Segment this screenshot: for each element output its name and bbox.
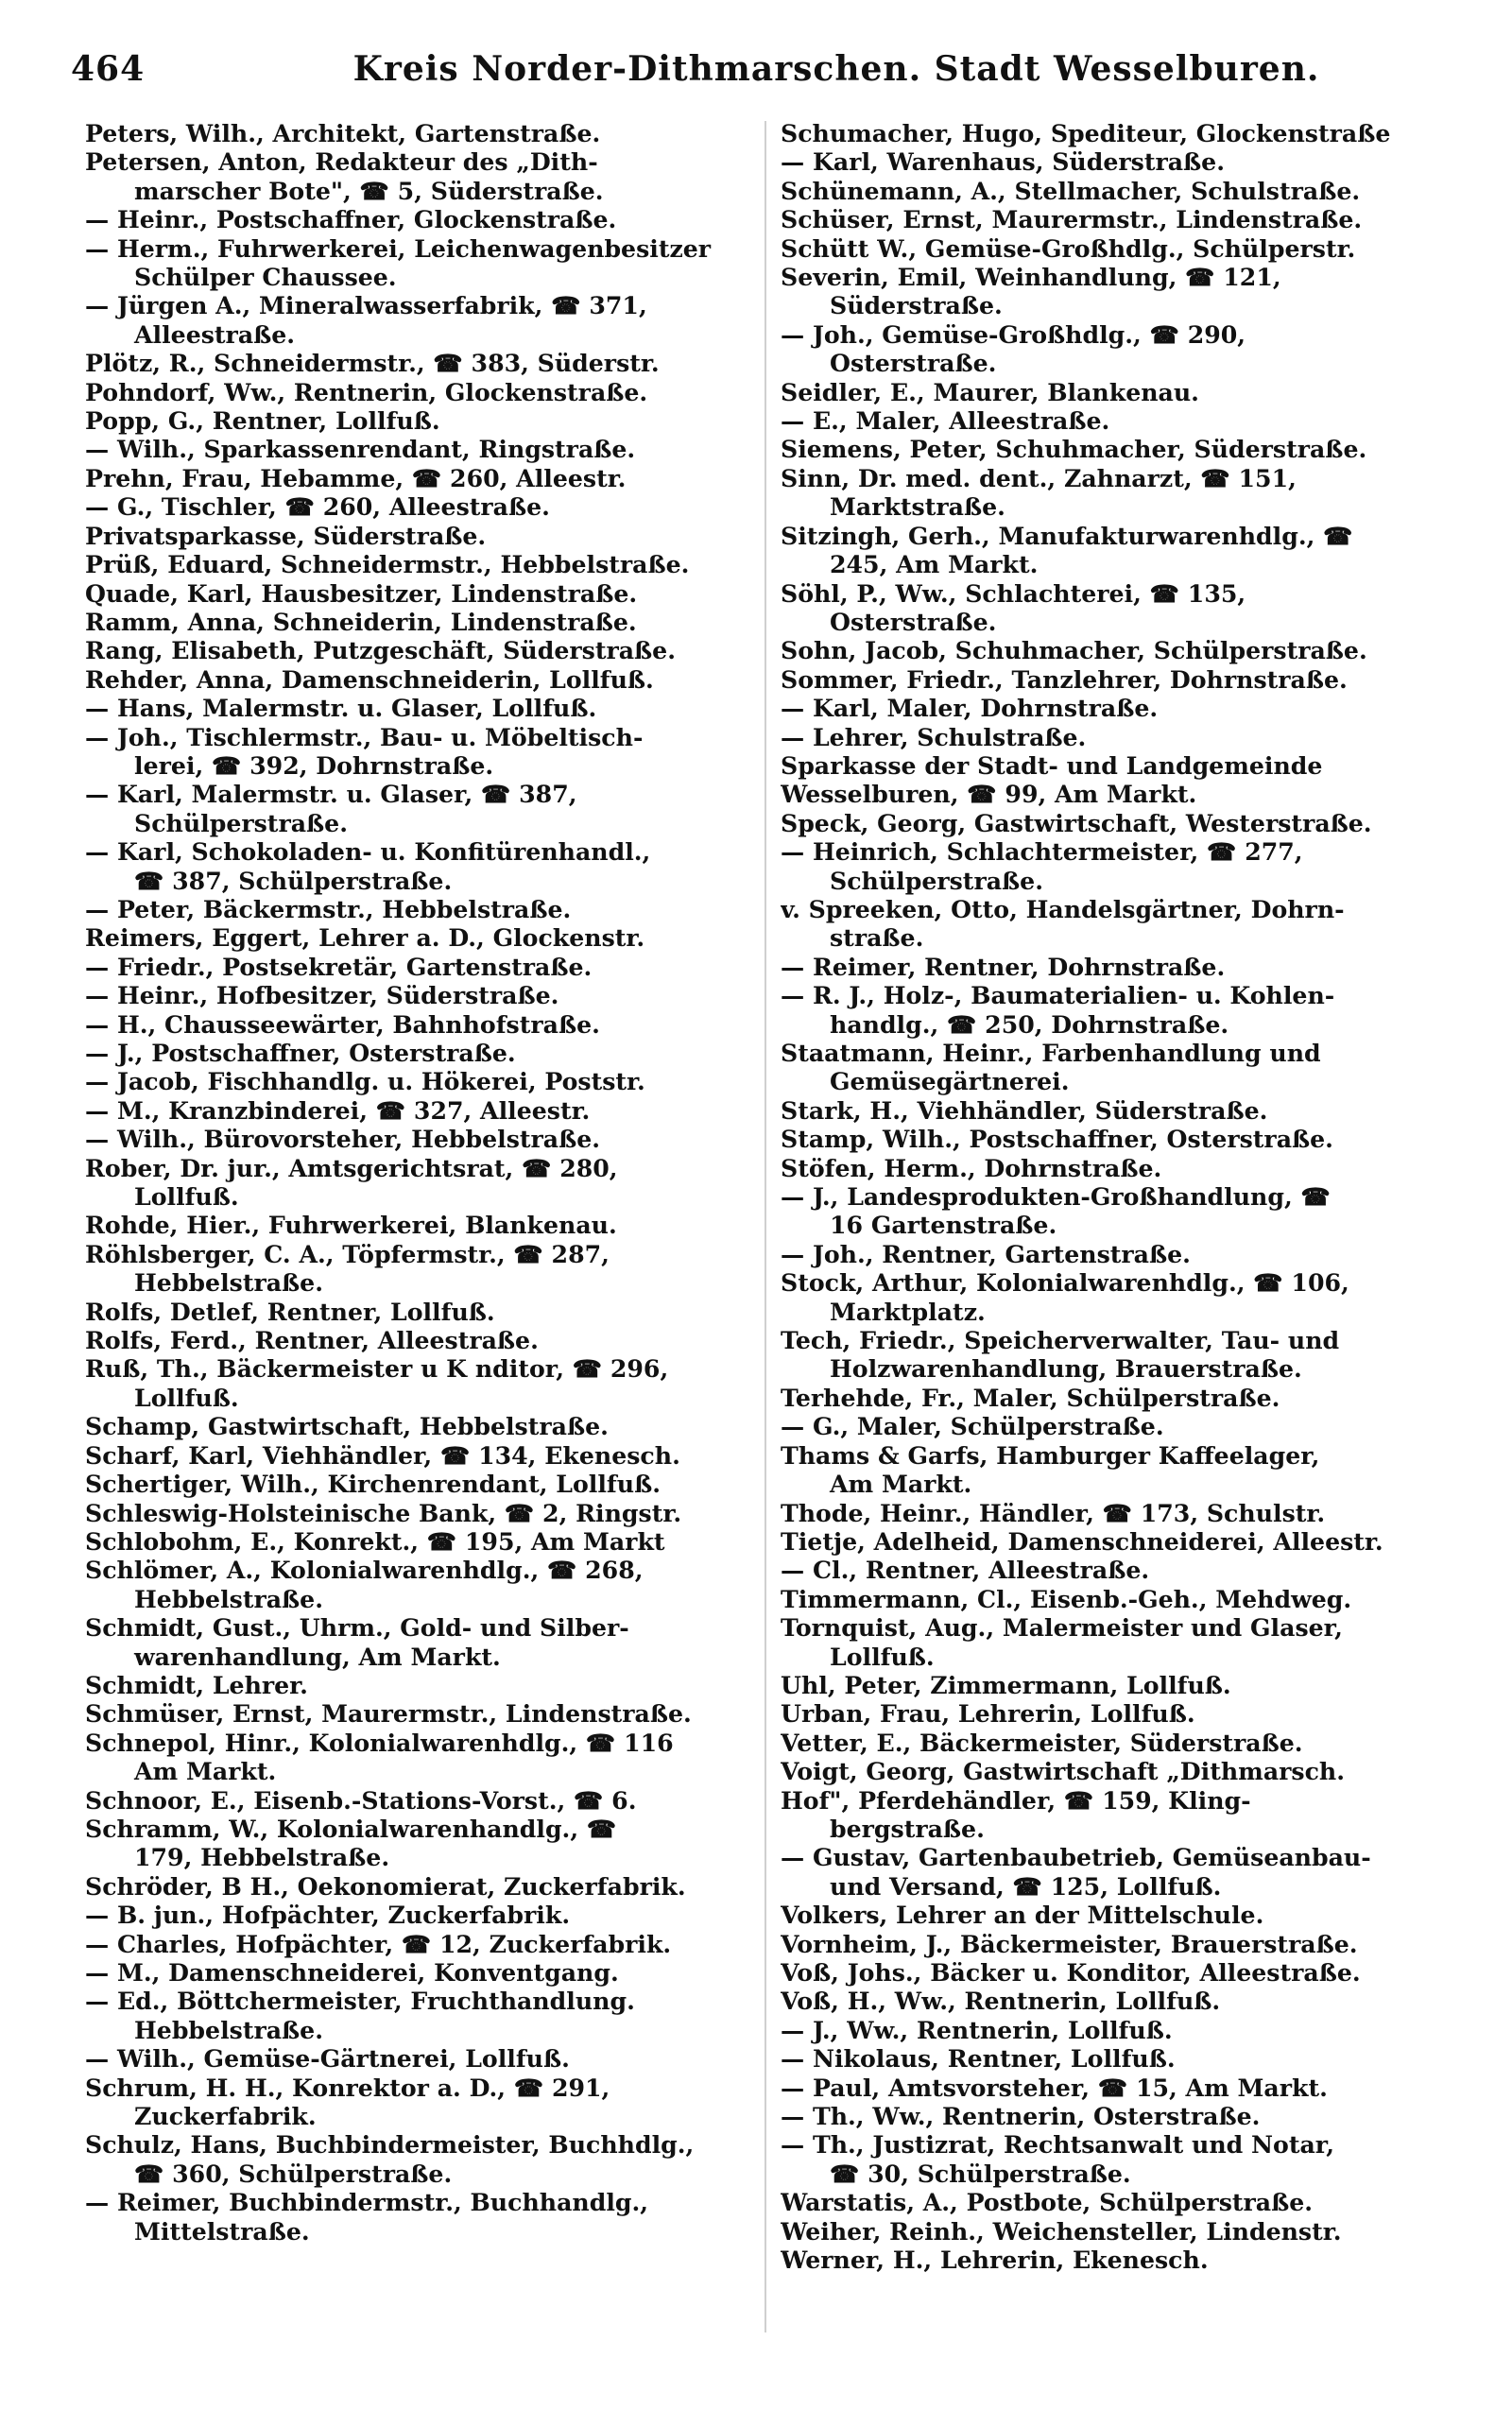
directory-line: — Jacob, Fischhandlg. u. Hökerei, Poststr. bbox=[85, 1067, 645, 1096]
directory-line: — Peter, Bäckermstr., Hebbelstraße. bbox=[85, 894, 572, 923]
directory-line: — E., Maler, Alleestraße. bbox=[781, 406, 1110, 436]
directory-line: — Wilh., Bürovorsteher, Hebbelstraße. bbox=[85, 1125, 601, 1154]
directory-line: — G., Maler, Schülperstraße. bbox=[781, 1412, 1164, 1441]
directory-line: Hebbelstraße. bbox=[134, 1268, 323, 1298]
directory-line: Stöfen, Herm., Dohrnstraße. bbox=[781, 1153, 1162, 1182]
directory-line: Rehder, Anna, Damenschneiderin, Lollfuß. bbox=[85, 664, 654, 694]
directory-line: Lollfuß. bbox=[830, 1642, 935, 1671]
directory-line: Schünemann, A., Stellmacher, Schulstraße. bbox=[781, 176, 1361, 205]
directory-line: Tornquist, Aug., Malermeister und Glaser, bbox=[781, 1613, 1343, 1643]
directory-line: lerei, ☎ 392, Dohrnstraße. bbox=[134, 750, 494, 780]
directory-line: Thams & Garfs, Hamburger Kaffeelager, bbox=[781, 1440, 1320, 1470]
directory-line: Thode, Heinr., Händler, ☎ 173, Schulstr. bbox=[781, 1498, 1326, 1527]
directory-line: — Lehrer, Schulstraße. bbox=[781, 722, 1087, 751]
directory-line: — Nikolaus, Rentner, Lollfuß. bbox=[781, 2044, 1176, 2074]
directory-line: Schmüser, Ernst, Maurermstr., Lindenstraße. bbox=[85, 1699, 692, 1729]
directory-line: — Joh., Rentner, Gartenstraße. bbox=[781, 1239, 1191, 1268]
directory-line: — J., Postschaffner, Osterstraße. bbox=[85, 1039, 516, 1067]
directory-line: Schlömer, A., Kolonialwarenhdlg., ☎ 268, bbox=[85, 1556, 644, 1585]
directory-line: straße. bbox=[830, 923, 924, 953]
column-divider bbox=[765, 121, 766, 2332]
directory-line: — Karl, Warenhaus, Süderstraße. bbox=[781, 147, 1225, 177]
directory-line: Sitzingh, Gerh., Manufakturwarenhdlg., ☎ bbox=[781, 521, 1353, 550]
directory-line: — M., Damenschneiderei, Konventgang. bbox=[85, 1958, 619, 1987]
directory-line: Schülperstraße. bbox=[134, 808, 348, 837]
directory-line: Schülperstraße. bbox=[830, 866, 1043, 895]
directory-line: — Ed., Böttchermeister, Fruchthandlung. bbox=[85, 1987, 635, 2016]
directory-line: Schlobohm, E., Konrekt., ☎ 195, Am Markt bbox=[85, 1526, 665, 1556]
directory-line: Werner, H., Lehrerin, Ekenesch. bbox=[781, 2246, 1209, 2275]
directory-line: — R. J., Holz-, Baumaterialien- u. Kohlen- bbox=[781, 981, 1335, 1010]
directory-line: — Gustav, Gartenbaubetrieb, Gemüseanbau- bbox=[781, 1843, 1371, 1872]
page-title: Kreis Norder-Dithmarschen. Stadt Wesselburen. bbox=[352, 49, 1320, 89]
directory-line: Uhl, Peter, Zimmermann, Lollfuß. bbox=[781, 1670, 1231, 1699]
directory-line: Vornheim, J., Bäckermeister, Brauerstraße. bbox=[781, 1929, 1358, 1958]
directory-line: Schmidt, Gust., Uhrm., Gold- und Silber- bbox=[85, 1613, 629, 1643]
directory-line: Scharf, Karl, Viehhändler, ☎ 134, Ekenesch. bbox=[85, 1440, 680, 1470]
directory-line: Wesselburen, ☎ 99, Am Markt. bbox=[781, 780, 1197, 809]
directory-line: — Heinr., Postschaffner, Glockenstraße. bbox=[85, 205, 617, 234]
directory-line: Rolfs, Ferd., Rentner, Alleestraße. bbox=[85, 1326, 539, 1355]
directory-line: — Wilh., Sparkassenrendant, Ringstraße. bbox=[85, 435, 636, 464]
directory-line: Schüser, Ernst, Maurermstr., Lindenstraße. bbox=[781, 205, 1363, 234]
directory-line: Seidler, E., Maurer, Blankenau. bbox=[781, 377, 1199, 406]
directory-line: — M., Kranzbinderei, ☎ 327, Alleestr. bbox=[85, 1095, 591, 1125]
directory-line: Sohn, Jacob, Schuhmacher, Schülperstraße. bbox=[781, 636, 1367, 665]
directory-line: Rolfs, Detlef, Rentner, Lollfuß. bbox=[85, 1297, 495, 1326]
directory-line: Schnoor, E., Eisenb.-Stations-Vorst., ☎ 6. bbox=[85, 1785, 637, 1815]
directory-line: Schamp, Gastwirtschaft, Hebbelstraße. bbox=[85, 1412, 609, 1441]
directory-line: Schütt W., Gemüse-Großhdlg., Schülperstr. bbox=[781, 233, 1356, 263]
directory-line: Staatmann, Heinr., Farbenhandlung und bbox=[781, 1039, 1321, 1067]
directory-line: — G., Tischler, ☎ 260, Alleestraße. bbox=[85, 492, 550, 522]
directory-line: Plötz, R., Schneidermstr., ☎ 383, Süderstr. bbox=[85, 349, 660, 378]
directory-line: — Herm., Fuhrwerkerei, Leichenwagenbesitzer bbox=[85, 233, 712, 263]
directory-line: Söhl, P., Ww., Schlachterei, ☎ 135, bbox=[781, 578, 1246, 608]
directory-line: Holzwarenhandlung, Brauerstraße. bbox=[830, 1354, 1302, 1384]
directory-line: Quade, Karl, Hausbesitzer, Lindenstraße. bbox=[85, 578, 638, 608]
directory-line: — Friedr., Postsekretär, Gartenstraße. bbox=[85, 952, 593, 981]
directory-line: Schrum, H. H., Konrektor a. D., ☎ 291, bbox=[85, 2073, 610, 2102]
directory-line: Voß, Johs., Bäcker u. Konditor, Alleestraße. bbox=[781, 1958, 1361, 1987]
directory-line: Schertiger, Wilh., Kirchenrendant, Lollfuß. bbox=[85, 1470, 661, 1499]
directory-line: — Th., Ww., Rentnerin, Osterstraße. bbox=[781, 2102, 1261, 2131]
directory-line: Prüß, Eduard, Schneidermstr., Hebbelstraße. bbox=[85, 550, 690, 579]
directory-line: Röhlsberger, C. A., Töpfermstr., ☎ 287, bbox=[85, 1239, 610, 1268]
directory-line: Süderstraße. bbox=[830, 291, 1003, 320]
directory-line: bergstraße. bbox=[830, 1814, 985, 1843]
directory-line: 16 Gartenstraße. bbox=[830, 1211, 1057, 1240]
directory-line: 179, Hebbelstraße. bbox=[134, 1843, 390, 1872]
directory-line: — Reimer, Buchbindermstr., Buchhandlg., bbox=[85, 2188, 649, 2217]
directory-line: Osterstraße. bbox=[830, 607, 997, 636]
directory-line: ☎ 30, Schülperstraße. bbox=[830, 2159, 1131, 2188]
directory-line: Hof", Pferdehändler, ☎ 159, Kling- bbox=[781, 1785, 1251, 1815]
directory-line: Tietje, Adelheid, Damenschneiderei, Alleestr. bbox=[781, 1526, 1383, 1556]
directory-line: ☎ 387, Schülperstraße. bbox=[134, 866, 453, 895]
directory-line: Peters, Wilh., Architekt, Gartenstraße. bbox=[85, 119, 601, 147]
directory-line: Prehn, Frau, Hebamme, ☎ 260, Alleestr. bbox=[85, 463, 627, 492]
directory-line: und Versand, ☎ 125, Lollfuß. bbox=[830, 1871, 1222, 1901]
directory-line: Schleswig-Holsteinische Bank, ☎ 2, Ringstr. bbox=[85, 1498, 682, 1527]
directory-line: Alleestraße. bbox=[134, 319, 296, 349]
directory-line: Voigt, Georg, Gastwirtschaft „Dithmarsch. bbox=[781, 1757, 1346, 1786]
directory-line: Severin, Emil, Weinhandlung, ☎ 121, bbox=[781, 263, 1281, 292]
directory-line: Pohndorf, Ww., Rentnerin, Glockenstraße. bbox=[85, 377, 648, 406]
directory-line: handlg., ☎ 250, Dohrnstraße. bbox=[830, 1009, 1229, 1039]
page-header bbox=[71, 40, 1432, 96]
directory-line: Sinn, Dr. med. dent., Zahnarzt, ☎ 151, bbox=[781, 463, 1297, 492]
directory-line: Popp, G., Rentner, Lollfuß. bbox=[85, 406, 440, 436]
directory-line: — Heinrich, Schlachtermeister, ☎ 277, bbox=[781, 837, 1303, 867]
directory-line: warenhandlung, Am Markt. bbox=[134, 1642, 501, 1671]
directory-line: Speck, Georg, Gastwirtschaft, Westerstraße. bbox=[781, 808, 1372, 837]
directory-line: Warstatis, A., Postbote, Schülperstraße. bbox=[781, 2188, 1314, 2217]
directory-line: — B. jun., Hofpächter, Zuckerfabrik. bbox=[85, 1901, 571, 1930]
directory-line: — Joh., Gemüse-Großhdlg., ☎ 290, bbox=[781, 319, 1246, 349]
directory-line: Gemüsegärtnerei. bbox=[830, 1067, 1070, 1096]
directory-line: Rober, Dr. jur., Amtsgerichtsrat, ☎ 280, bbox=[85, 1153, 618, 1182]
directory-line: Ramm, Anna, Schneiderin, Lindenstraße. bbox=[85, 607, 637, 636]
directory-line: Volkers, Lehrer an der Mittelschule. bbox=[781, 1901, 1264, 1930]
left-column bbox=[85, 119, 751, 2246]
directory-line: ☎ 360, Schülperstraße. bbox=[134, 2159, 453, 2188]
directory-line: Stark, H., Viehhändler, Süderstraße. bbox=[781, 1095, 1268, 1125]
directory-line: Schulz, Hans, Buchbindermeister, Buchhdlg., bbox=[85, 2130, 695, 2160]
directory-line: Schröder, B H., Oekonomierat, Zuckerfabrik. bbox=[85, 1871, 686, 1901]
directory-line: — Reimer, Rentner, Dohrnstraße. bbox=[781, 952, 1226, 981]
directory-line: Stock, Arthur, Kolonialwarenhdlg., ☎ 106, bbox=[781, 1268, 1349, 1298]
directory-line: Rang, Elisabeth, Putzgeschäft, Süderstraße. bbox=[85, 636, 676, 665]
directory-line: Tech, Friedr., Speicherverwalter, Tau- und bbox=[781, 1326, 1340, 1355]
directory-line: marscher Bote", ☎ 5, Süderstraße. bbox=[134, 176, 604, 205]
directory-line: Rohde, Hier., Fuhrwerkerei, Blankenau. bbox=[85, 1211, 617, 1240]
directory-line: Terhehde, Fr., Maler, Schülperstraße. bbox=[781, 1383, 1280, 1412]
directory-line: — Jürgen A., Mineralwasserfabrik, ☎ 371, bbox=[85, 291, 647, 320]
directory-line: — J., Landesprodukten-Großhandlung, ☎ bbox=[781, 1182, 1331, 1212]
directory-line: — Joh., Tischlermstr., Bau- u. Möbeltisch- bbox=[85, 722, 644, 751]
directory-line: Am Markt. bbox=[830, 1470, 972, 1499]
directory-line: v. Spreeken, Otto, Handelsgärtner, Dohrn- bbox=[781, 894, 1345, 923]
directory-line: — Charles, Hofpächter, ☎ 12, Zuckerfabrik. bbox=[85, 1929, 672, 1958]
directory-line: Siemens, Peter, Schuhmacher, Süderstraße. bbox=[781, 435, 1367, 464]
directory-line: Lollfuß. bbox=[134, 1383, 239, 1412]
directory-line: — Heinr., Hofbesitzer, Süderstraße. bbox=[85, 981, 559, 1010]
directory-line: Hebbelstraße. bbox=[134, 2015, 323, 2044]
directory-line: Schramm, W., Kolonialwarenhandlg., ☎ bbox=[85, 1814, 617, 1843]
directory-line: Osterstraße. bbox=[830, 349, 997, 378]
directory-line: — Karl, Maler, Dohrnstraße. bbox=[781, 694, 1159, 723]
directory-line: — J., Ww., Rentnerin, Lollfuß. bbox=[781, 2015, 1173, 2044]
directory-line: — Karl, Schokoladen- u. Konfitürenhandl., bbox=[85, 837, 651, 867]
directory-line: Stamp, Wilh., Postschaffner, Osterstraße. bbox=[781, 1125, 1333, 1154]
directory-line: Marktstraße. bbox=[830, 492, 1005, 522]
directory-line: Schnepol, Hinr., Kolonialwarenhdlg., ☎ 116 bbox=[85, 1728, 674, 1757]
directory-line: Am Markt. bbox=[134, 1757, 277, 1786]
directory-line: Marktplatz. bbox=[830, 1297, 986, 1326]
directory-line: Vetter, E., Bäckermeister, Süderstraße. bbox=[781, 1728, 1303, 1757]
directory-line: Voß, H., Ww., Rentnerin, Lollfuß. bbox=[781, 1987, 1221, 2016]
right-column bbox=[781, 119, 1447, 2274]
directory-line: — Hans, Malermstr. u. Glaser, Lollfuß. bbox=[85, 694, 597, 723]
directory-line: Sparkasse der Stadt- und Landgemeinde bbox=[781, 750, 1323, 780]
directory-line: — Paul, Amtsvorsteher, ☎ 15, Am Markt. bbox=[781, 2073, 1328, 2102]
directory-line: Zuckerfabrik. bbox=[134, 2102, 317, 2131]
directory-line: Hebbelstraße. bbox=[134, 1584, 323, 1613]
directory-line: Lollfuß. bbox=[134, 1182, 239, 1212]
directory-line: Schumacher, Hugo, Spediteur, Glockenstraße bbox=[781, 119, 1391, 147]
directory-line: — Cl., Rentner, Alleestraße. bbox=[781, 1556, 1150, 1585]
directory-line: Sommer, Friedr., Tanzlehrer, Dohrnstraße. bbox=[781, 664, 1348, 694]
directory-line: — Karl, Malermstr. u. Glaser, ☎ 387, bbox=[85, 780, 577, 809]
directory-line: 245, Am Markt. bbox=[830, 550, 1039, 579]
directory-line: — Th., Justizrat, Rechtsanwalt und Notar, bbox=[781, 2130, 1335, 2160]
directory-line: Timmermann, Cl., Eisenb.-Geh., Mehdweg. bbox=[781, 1584, 1352, 1613]
directory-line: Schülper Chaussee. bbox=[134, 263, 397, 292]
page-number: 464 bbox=[71, 49, 146, 89]
directory-line: Urban, Frau, Lehrerin, Lollfuß. bbox=[781, 1699, 1195, 1729]
directory-line: Ruß, Th., Bäckermeister u K nditor, ☎ 296, bbox=[85, 1354, 669, 1384]
directory-line: Weiher, Reinh., Weichensteller, Lindenstr. bbox=[781, 2216, 1342, 2246]
directory-line: Reimers, Eggert, Lehrer a. D., Glockenstr. bbox=[85, 923, 645, 953]
directory-line: Privatsparkasse, Süderstraße. bbox=[85, 521, 487, 550]
directory-line: — H., Chausseewärter, Bahnhofstraße. bbox=[85, 1009, 600, 1039]
directory-line: Mittelstraße. bbox=[134, 2216, 310, 2246]
directory-line: — Wilh., Gemüse-Gärtnerei, Lollfuß. bbox=[85, 2044, 570, 2074]
directory-line: Petersen, Anton, Redakteur des „Dith- bbox=[85, 147, 598, 177]
directory-line: Schmidt, Lehrer. bbox=[85, 1670, 308, 1699]
